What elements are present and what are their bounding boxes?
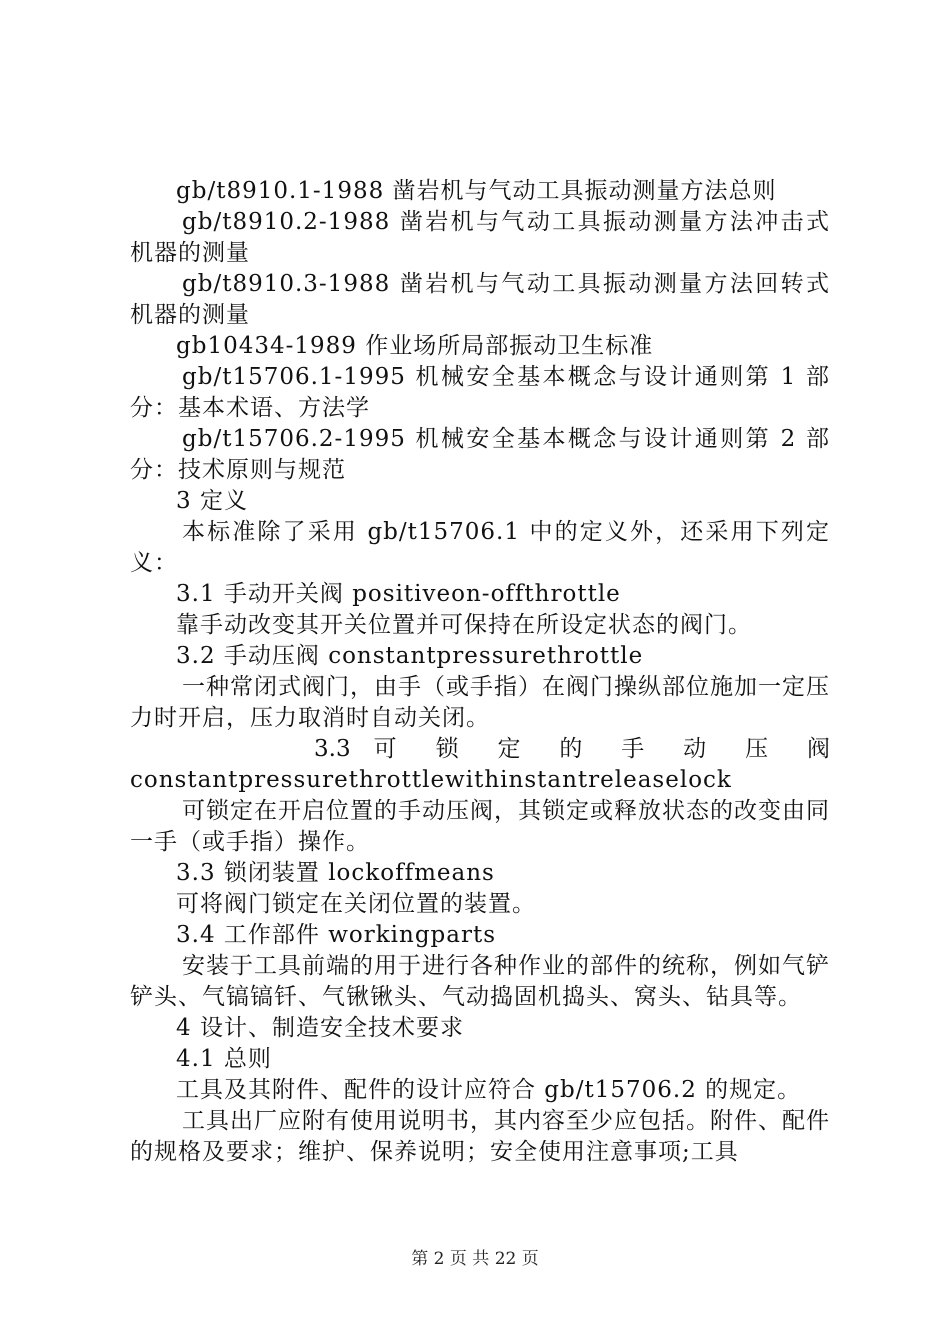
paragraph: 靠手动改变其开关位置并可保持在所设定状态的阀门。	[176, 612, 752, 638]
paragraph: gb/t15706.2-1995 机械安全基本概念与设计通则第 2 部分：技术原则与规范	[130, 426, 830, 483]
document-body	[130, 176, 830, 1168]
paragraph: 可锁定在开启位置的手动压阀，其锁定或释放状态的改变由同一手（或手指）操作。	[130, 798, 830, 855]
paragraph: 工具出厂应附有使用说明书，其内容至少应包括。附件、配件的规格及要求；维护、保养说明；安全使用注意事项;工具	[130, 1108, 830, 1165]
paragraph: 可将阀门锁定在关闭位置的装置。	[176, 891, 536, 917]
paragraph: 本标准除了采用 gb/t15706.1 中的定义外，还采用下列定义：	[130, 519, 830, 576]
term-heading: 3.3 可 锁 定 的 手 动 压 阀	[314, 736, 830, 762]
paragraph: 安装于工具前端的用于进行各种作业的部件的统称，例如气铲铲头、气镐镐钎、气锹锹头、气动捣固机捣头、窝头、钻具等。	[130, 953, 830, 1010]
paragraph: gb/t8910.2-1988 凿岩机与气动工具振动测量方法冲击式机器的测量	[130, 209, 830, 266]
term-heading: 3.1 手动开关阀 positiveon-offthrottle	[176, 581, 621, 607]
term-heading: 3.4 工作部件 workingparts	[176, 922, 497, 948]
paragraph: gb/t15706.1-1995 机械安全基本概念与设计通则第 1 部分：基本术语、方法学	[130, 364, 830, 421]
section-heading: 4 设计、制造安全技术要求	[176, 1015, 464, 1041]
page-footer: 第 2 页 共 22 页	[411, 1249, 539, 1269]
paragraph: 一种常闭式阀门，由手（或手指）在阀门操纵部位施加一定压力时开启，压力取消时自动关闭。	[130, 674, 830, 731]
paragraph: 工具及其附件、配件的设计应符合 gb/t15706.2 的规定。	[176, 1077, 802, 1103]
paragraph: gb10434-1989 作业场所局部振动卫生标准	[176, 333, 654, 359]
section-heading: 3 定义	[176, 488, 248, 514]
term-english: constantpressurethrottlewithinstantreleaselock	[130, 767, 732, 793]
paragraph: gb/t8910.3-1988 凿岩机与气动工具振动测量方法回转式机器的测量	[130, 271, 830, 328]
term-heading: 3.3 锁闭装置 lockoffmeans	[176, 860, 495, 886]
term-heading: 3.2 手动压阀 constantpressurethrottle	[176, 643, 644, 669]
section-heading: 4.1 总则	[176, 1046, 272, 1072]
paragraph: gb/t8910.1-1988 凿岩机与气动工具振动测量方法总则	[176, 178, 777, 204]
